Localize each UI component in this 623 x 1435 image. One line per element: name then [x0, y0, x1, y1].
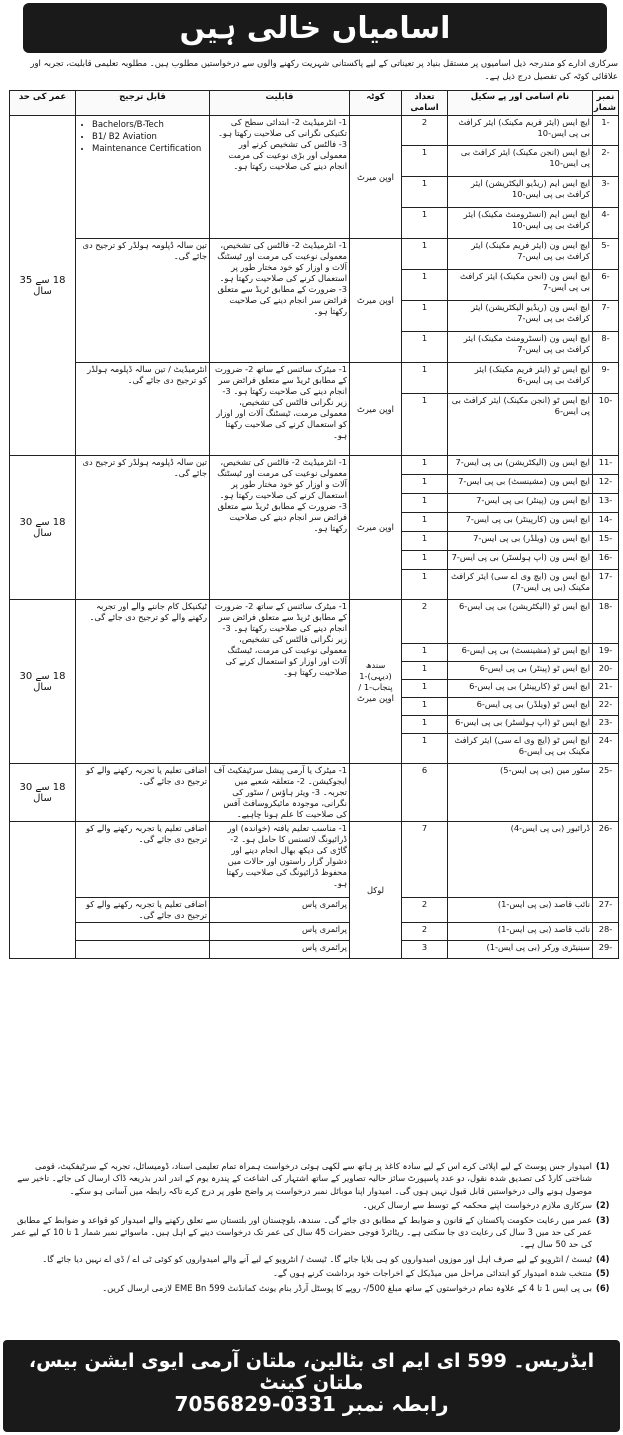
qualification-cell: 1- میٹرک سائنس کے ساتھ 2- ضرورت کے مطابق ٹریڈ سے متعلق فرائض سر انجام دینے کی صلاحیت رکھتا ہو۔ 3- زیر نگرانی فالٹس کی تشخیص، معمولی مرمت، ٹیسٹنگ آلات اور اوزار کو استعمال کرنے کی صلاحیت رکھتا ہو۔	[210, 363, 350, 456]
table-row	[10, 941, 619, 959]
post-name: ایچ ایس ٹو (مشینسٹ) بی پی ایس-6	[448, 644, 593, 662]
row-number: -10	[593, 394, 619, 456]
row-number: -21	[593, 680, 619, 698]
footer-contact: رابطہ نمبر 0331-7056829	[174, 1392, 449, 1416]
post-name: ایچ ایس ٹو (ایئر فریم مکینک) ایئر کرافٹ بی پی ایس-6	[448, 363, 593, 394]
post-count: 1	[402, 494, 448, 513]
row-number: -26	[593, 822, 619, 898]
preference-item: • B1/ B2 Aviation	[92, 131, 207, 143]
quota-cell	[350, 764, 402, 822]
post-name: ایچ ایس ٹو (انجن مکینک) ایئر کرافٹ بی پی ایس-6	[448, 394, 593, 456]
table-row	[10, 363, 619, 394]
table-row	[10, 923, 619, 941]
age-limit-cell: 18 سے 30 سال	[10, 456, 76, 600]
row-number: -22	[593, 698, 619, 716]
post-count: 1	[402, 716, 448, 734]
row-number: -14	[593, 513, 619, 532]
post-count: 1	[402, 570, 448, 600]
row-number: -7	[593, 301, 619, 332]
row-number: -1	[593, 116, 619, 146]
post-count: 2	[402, 600, 448, 644]
table-row	[10, 600, 619, 644]
row-number: -3	[593, 177, 619, 208]
vacancy-table	[9, 90, 619, 959]
post-name: ایچ ایس ون (ریڈیو الیکٹریشن) ایئر کرافٹ بی پی ایس-7	[448, 301, 593, 332]
note-text: بی پی ایس 1 تا 4 کے علاوہ تمام درخواستوں کے ساتھ مبلغ 500/- روپے کا پوسٹل آرڈر بنام یونٹ کمانڈنٹ 599 EME Bn لازمی ارسال کریں۔	[102, 1282, 592, 1293]
post-name: نائب قاصد (بی پی ایس-1)	[448, 898, 593, 923]
note-number: (4)	[596, 1253, 610, 1264]
page-title-banner	[23, 3, 607, 53]
row-number: -19	[593, 644, 619, 662]
post-count: 1	[402, 734, 448, 764]
post-count: 1	[402, 644, 448, 662]
post-count: 1	[402, 301, 448, 332]
post-count: 1	[402, 456, 448, 475]
post-name: ایچ ایس ون (ایچ وی اے سی) ایئر کرافٹ مکینک (بی پی ایس-7)	[448, 570, 593, 600]
age-limit-cell: 18 سے 30 سال	[10, 764, 76, 822]
post-count: 1	[402, 394, 448, 456]
notes-section	[9, 1160, 618, 1296]
post-name: ایچ ایس ون (مشینسٹ) بی پی ایس-7	[448, 475, 593, 494]
qualification-cell: پرائمری پاس	[210, 941, 350, 959]
post-count: 1	[402, 662, 448, 680]
row-number: -8	[593, 332, 619, 363]
col-header-preference: قابل ترجیح	[76, 91, 210, 116]
qualification-cell: 1- میٹرک یا آرمی پیشل سرٹیفکیٹ آف ایجوکیشن۔ 2- متعلقہ شعبے میں تجربہ۔ 3- ویئر ہاؤس / سٹور کی نگرانی، موجودہ مائیکروسافٹ آفس کی صلاحیت کا علم ہونا چاہیے۔	[210, 764, 350, 822]
post-name: ایچ ایس (انجن مکینک) ایئر کرافٹ بی پی ایس-10	[448, 146, 593, 177]
note-number: (5)	[596, 1268, 610, 1279]
post-count: 1	[402, 532, 448, 551]
note-item	[9, 1160, 618, 1197]
note-number: (1)	[596, 1161, 610, 1171]
post-count: 3	[402, 941, 448, 959]
quota-cell: سندھ (دیہی)-1 پنجاب-1 / اوپن میرٹ	[350, 600, 402, 764]
post-count: 1	[402, 332, 448, 363]
post-count: 2	[402, 898, 448, 923]
row-number: -18	[593, 600, 619, 644]
note-text: ٹیسٹ / انٹرویو کے لیے صرف اہل اور موزوں امیدواروں کو ہی بلایا جائے گا۔ ٹیسٹ / انٹرویو کے لیے آنے والے امیدواروں کو کوئی ٹی اے / ڈی اے نہیں دیا جائے گا۔	[42, 1253, 592, 1264]
post-count: 1	[402, 208, 448, 239]
intro-text: سرکاری ادارے کو مندرجہ ذیل اسامیوں پر مستقل بنیاد پر تعیناتی کے لیے پاکستانی شہریت رکھنے والوں سے درخواستیں مطلوب ہیں۔ مطلوبہ تعلیمی قابلیت، تجربہ اور علاقائی کوٹہ کی تفصیل درج ذیل ہے۔	[30, 59, 618, 82]
col-header-count: تعداد اسامی	[402, 91, 448, 116]
age-limit-cell: 18 سے 30 سال	[10, 600, 76, 764]
quota-cell: اوپن میرٹ	[350, 239, 402, 363]
row-number: -24	[593, 734, 619, 764]
age-limit-cell	[10, 822, 76, 959]
col-header-quota: کوٹہ	[350, 91, 402, 116]
post-name: ایچ ایس ایم (انسٹرومنٹ مکینک) ایئر کرافٹ بی پی ایس-10	[448, 208, 593, 239]
post-name: ایچ ایس ٹو (پینٹر) بی پی ایس-6	[448, 662, 593, 680]
row-number: -16	[593, 551, 619, 570]
post-count: 1	[402, 680, 448, 698]
row-number: -27	[593, 898, 619, 923]
row-number: -12	[593, 475, 619, 494]
row-number: -9	[593, 363, 619, 394]
qualification-cell: 1- مناسب تعلیم یافتہ (خواندہ) اور ڈرائیونگ لائسنس کا حامل ہو۔ 2- گاڑی کی دیکھ بھال انجام دینے اور دشوار گزار راستوں اور حالات میں محفوظ ڈرائیونگ کی صلاحیت رکھتا ہو۔	[210, 822, 350, 898]
note-number: (3)	[596, 1214, 610, 1225]
qualification-cell: 1- میٹرک سائنس کے ساتھ 2- ضرورت کے مطابق ٹریڈ سے متعلق فرائض سر انجام دینے کی صلاحیت رکھتا ہو۔ 3- زیر نگرانی فالٹس کی تشخیص، معمولی نوعیت کی مرمت، ٹیسٹنگ آلات اور اوزار کو استعمال کرنے کی صلاحیت رکھتا ہو۔	[210, 600, 350, 764]
table-row	[10, 764, 619, 822]
row-number: -4	[593, 208, 619, 239]
post-name: ایچ ایس ون (کارپینٹر) بی پی ایس-7	[448, 513, 593, 532]
row-number: -6	[593, 270, 619, 301]
post-name: ایچ ایس ون (ایئر فریم مکینک) ایئر کرافٹ بی پی ایس-7	[448, 239, 593, 270]
page-title: اسامیاں خالی ہیں	[179, 10, 451, 46]
note-text: سرکاری ملازم درخواست اپنے محکمہ کے توسط سے ارسال کریں۔	[362, 1200, 592, 1211]
post-name: ایچ ایس ون (اپ ہولسٹر) بی پی ایس-7	[448, 551, 593, 570]
quota-cell: اوپن میرٹ	[350, 116, 402, 239]
post-count: 1	[402, 146, 448, 177]
col-header-post: نام اسامی اور پے سکیل	[448, 91, 593, 116]
post-count: 7	[402, 822, 448, 898]
row-number: -25	[593, 764, 619, 822]
row-number: -20	[593, 662, 619, 680]
col-header-num: نمبر شمار	[593, 91, 619, 116]
post-name: ایچ ایس ٹو (کارپینٹر) بی پی ایس-6	[448, 680, 593, 698]
qualification-cell: پرائمری پاس	[210, 923, 350, 941]
post-count: 1	[402, 551, 448, 570]
preference-cell: تین سالہ ڈپلومہ ہولڈر کو ترجیح دی جائے گی۔	[76, 456, 210, 600]
post-name: ایچ ایس ون (انسٹرومنٹ مکینک) ایئر کرافٹ بی پی ایس-7	[448, 332, 593, 363]
footer-address: ایڈریس۔ 599 ای ایم ای بٹالین، ملتان آرمی ایوی ایشن بیس، ملتان کینٹ	[28, 1350, 595, 1394]
post-count: 1	[402, 513, 448, 532]
post-name: ایچ ایس ٹو (الیکٹریشن) بی پی ایس-6	[448, 600, 593, 644]
preference-item: • Maintenance Certification	[92, 143, 207, 155]
preference-cell: ٹیکنیکل کام جاننے والے اور تجربہ رکھنے والے کو ترجیح دی جائے گی۔	[76, 600, 210, 764]
note-text: امیدوار جس پوسٹ کے لیے اپلائی کرے اس کے لیے سادہ کاغذ پر ہاتھ سے لکھی ہوئی درخواست ہمراہ تمام تعلیمی اسناد، ڈومیسائل، تجربہ کے سرٹیفکیٹ، قومی شناختی کارڈ کی تصدیق شدہ نقول، دو عدد پاسپورٹ سائز حالیہ تصاویر کے ساتھ اشتہار کی اشاعت کے پندرہ یوم کے اندر اندر بذریعہ ڈاک ارسال کی جائے۔ تاخیر سے موصول ہونے والی درخواستیں قابل قبول نہیں ہوں گی۔ امیدوار اپنا موبائل نمبر درخواست پر واضح طور پر درج کرے تاکہ رابطہ میں آسانی ہو سکے۔	[17, 1161, 592, 1196]
post-count: 2	[402, 923, 448, 941]
col-header-qualification: قابلیت	[210, 91, 350, 116]
note-text: منتخب شدہ امیدوار کو ابتدائی مراحل میں میڈیکل کے اخراجات خود برداشت کرنے ہوں گے۔	[273, 1268, 592, 1279]
col-header-age: عمر کی حد	[10, 91, 76, 116]
preference-cell: تین سالہ ڈپلومہ ہولڈر کو ترجیح دی جائے گی۔	[76, 239, 210, 363]
note-item	[9, 1282, 618, 1294]
row-number: -13	[593, 494, 619, 513]
preference-cell	[76, 941, 210, 959]
row-number: -15	[593, 532, 619, 551]
row-number: -11	[593, 456, 619, 475]
qualification-cell: پرائمری پاس	[210, 898, 350, 923]
post-count: 2	[402, 116, 448, 146]
post-name: ایچ ایس ون (پینٹر) بی پی ایس-7	[448, 494, 593, 513]
post-count: 1	[402, 270, 448, 301]
qualification-cell: 1- انٹرمیڈیٹ 2- فالٹس کی تشخیص، معمولی نوعیت کی مرمت اور ٹیسٹنگ آلات و اوزار کو خود مختار طور پر استعمال کرنے کی صلاحیت رکھتا ہو۔ 3- ضرورت کے مطابق ٹریڈ سے متعلق فرائض سر انجام دینے کی صلاحیت رکھتا ہو۔	[210, 239, 350, 363]
post-name: نائب قاصد (بی پی ایس-1)	[448, 923, 593, 941]
post-count: 6	[402, 764, 448, 822]
qualification-cell: 1- انٹرمیڈیٹ 2- فالٹس کی تشخیص، معمولی نوعیت کی مرمت اور ٹیسٹنگ آلات و اوزار کو خود مختار طور پر استعمال کرنے کی صلاحیت رکھتا ہو۔ 3- ضرورت کے مطابق ٹریڈ سے متعلق فرائض سر انجام دینے کی صلاحیت رکھتا ہو۔	[210, 456, 350, 600]
quota-cell: اوپن میرٹ	[350, 363, 402, 456]
post-name: ایچ ایس ون (انجن مکینک) ایئر کرافٹ بی پی ایس-7	[448, 270, 593, 301]
note-item	[9, 1199, 618, 1211]
preference-cell: اضافی تعلیم یا تجربہ رکھنے والے کو ترجیح دی جائے گی۔	[76, 764, 210, 822]
row-number: -17	[593, 570, 619, 600]
footer-banner	[3, 1340, 620, 1432]
note-item	[9, 1253, 618, 1265]
note-text: عمر میں رعایت حکومت پاکستان کے قانون و ضوابط کے مطابق دی جائے گی۔ سندھ، بلوچستان اور بلتستان سے تعلق رکھنے والے امیدوار کو قواعد و ضوابط کے مطابق عمر کی حد میں 3 سال کی رعایت دی جا سکتی ہے۔ ریٹائرڈ فوجی حضرات 45 سال کی عمر تک درخواست دینے کے اہل ہیں۔ ماسوائے نمبر شمار 1 تا 10 کے لیے عمر کی حد 50 سال ہے۔	[11, 1214, 592, 1250]
quota-cell: اوپن میرٹ	[350, 456, 402, 600]
qualification-cell: 1- انٹرمیڈیٹ 2- ابتدائی سطح کی تکنیکی نگرانی کی صلاحیت رکھتا ہو۔ 3- فالٹس کی تشخیص کرنے اور معمولی اور بڑی نوعیت کی مرمت انجام دینے کی صلاحیت رکھتا ہو۔	[210, 116, 350, 239]
post-count: 1	[402, 177, 448, 208]
post-name: سٹور مین (بی پی ایس-5)	[448, 764, 593, 822]
post-name: ایچ ایس ٹو (ایچ وی اے سی) ایئر کرافٹ مکینک بی پی ایس-6	[448, 734, 593, 764]
table-row	[10, 898, 619, 923]
post-name: ڈرائیور (بی پی ایس-4)	[448, 822, 593, 898]
post-count: 1	[402, 698, 448, 716]
note-item	[9, 1267, 618, 1279]
quota-cell: لوکل	[350, 822, 402, 959]
table-row	[10, 456, 619, 475]
post-count: 1	[402, 475, 448, 494]
post-name: ایچ ایس ٹو (اپ ہولسٹر) بی پی ایس-6	[448, 716, 593, 734]
post-name: ایچ ایس (ایئر فریم مکینک) ایئر کرافٹ بی پی ایس-10	[448, 116, 593, 146]
note-number: (2)	[596, 1200, 610, 1211]
post-count: 1	[402, 363, 448, 394]
preference-cell: انٹرمیڈیٹ / تین سالہ ڈپلومہ ہولڈر کو ترجیح دی جائے گی۔	[76, 363, 210, 456]
preference-cell: اضافی تعلیم یا تجربہ رکھنے والے کو ترجیح دی جائے گی۔	[76, 898, 210, 923]
note-item	[9, 1214, 618, 1251]
table-row	[10, 822, 619, 898]
post-name: سینیٹری ورکر (بی پی ایس-1)	[448, 941, 593, 959]
note-number: (6)	[596, 1282, 610, 1293]
table-row	[10, 239, 619, 270]
preference-cell	[76, 116, 210, 239]
preference-list	[92, 119, 207, 155]
table-header-row	[10, 91, 619, 116]
row-number: -2	[593, 146, 619, 177]
row-number: -28	[593, 923, 619, 941]
preference-cell	[76, 923, 210, 941]
preference-cell: اضافی تعلیم یا تجربہ رکھنے والے کو ترجیح دی جائے گی۔	[76, 822, 210, 898]
age-limit-cell: 18 سے 35 سال	[10, 116, 76, 456]
post-name: ایچ ایس ون (الیکٹریشن) بی پی ایس-7	[448, 456, 593, 475]
row-number: -23	[593, 716, 619, 734]
post-name: ایچ ایس ٹو (ویلڈر) بی پی ایس-6	[448, 698, 593, 716]
row-number: -5	[593, 239, 619, 270]
preference-item: • Bachelors/B-Tech	[92, 119, 207, 131]
post-name: ایچ ایس ون (ویلڈر) بی پی ایس-7	[448, 532, 593, 551]
row-number: -29	[593, 941, 619, 959]
post-count: 1	[402, 239, 448, 270]
table-row	[10, 116, 619, 146]
job-ad-page	[3, 3, 620, 1432]
post-name: ایچ ایس ایم (ریڈیو الیکٹریشن) ایئر کرافٹ بی پی ایس-10	[448, 177, 593, 208]
